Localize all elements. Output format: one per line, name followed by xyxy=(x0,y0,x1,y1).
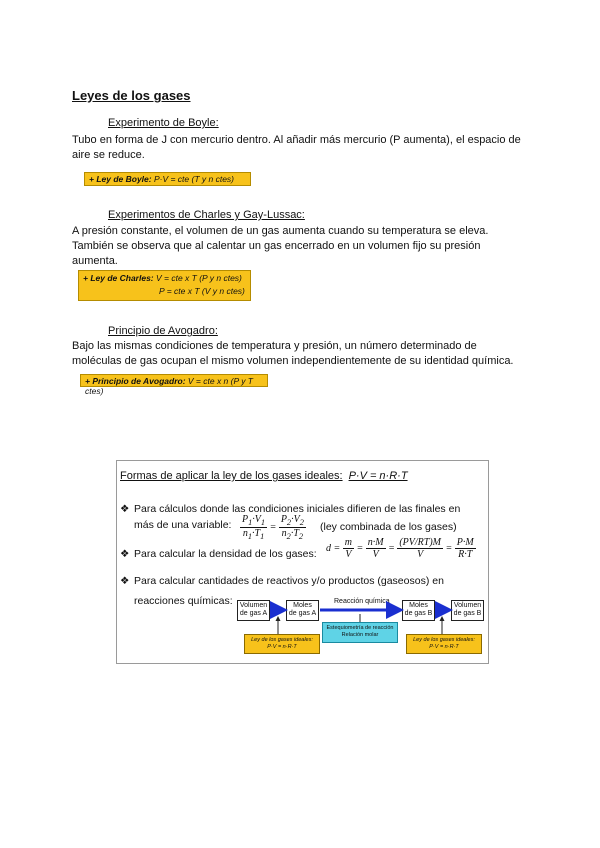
charles-law-box xyxy=(78,270,251,301)
stoichiometry-line-1: Estequiometría de reacción xyxy=(326,625,394,631)
stoichiometry-line-2: Relación molar xyxy=(341,632,379,638)
panel-title-text: Formas de aplicar la ley de los gases ideales: xyxy=(120,470,343,482)
moles-gas-a-line-2: de gas A xyxy=(288,610,317,617)
charles-law-label: + Ley de Charles: xyxy=(83,273,154,283)
combined-gas-formula: $\frac{P_1\cdot V_1}{n_1\cdot T_1}$ = $\frac{P_2\cdot V_2}{n_2\cdot T_2}$ xyxy=(242,514,304,541)
volume-gas-a-line-2: de gas A xyxy=(239,610,268,617)
ideal-gas-law-right-line-2: P·V = n·R·T xyxy=(429,644,459,650)
avogadro-text xyxy=(72,339,532,369)
reaction-label: Reacción química xyxy=(334,598,390,605)
boyle-heading: Experimento de Boyle: xyxy=(108,117,219,129)
moles-gas-a-line-1: Moles xyxy=(293,602,312,609)
bullet-3-line-1: Para calcular cantidades de reactivos y/o productos (gaseosos) en xyxy=(134,575,444,587)
panel-title xyxy=(120,470,408,482)
bullet-3-line-2: reacciones químicas: xyxy=(134,595,233,607)
volume-gas-a-line-1: Volumen xyxy=(239,602,268,609)
charles-line-1: A presión constante, el volumen de un gas aumenta cuando su temperatura se eleva. xyxy=(72,225,489,237)
avogadro-law-box xyxy=(80,374,268,396)
charles-text xyxy=(72,224,532,269)
bullet-2-text: Para calcular la densidad de los gases: xyxy=(134,548,317,560)
bullet-1-note: (ley combinada de los gases) xyxy=(320,521,457,533)
avogadro-heading: Principio de Avogadro: xyxy=(108,325,218,337)
bullet-1-line-1: Para cálculos donde las condiciones iniciales difieren de las finales en xyxy=(134,503,461,515)
charles-law-formula-2: P = cte x T (V y n ctes) xyxy=(159,286,245,296)
avogadro-law-formula: V = cte x n (P y T ctes) xyxy=(85,376,253,396)
volume-gas-b-line-1: Volumen xyxy=(453,602,482,609)
charles-line-3: aumenta. xyxy=(72,255,118,267)
ideal-gas-law-left-line-2: P·V = n·R·T xyxy=(267,644,297,650)
ideal-gas-law-left-line-1: Ley de los gases ideales: xyxy=(251,637,313,643)
avogadro-line-1: Bajo las mismas condiciones de temperatura y presión, un número determinado de xyxy=(72,340,477,352)
moles-gas-b-line-2: de gas B xyxy=(404,610,433,617)
panel-title-formula: P·V = n·R·T xyxy=(348,470,408,482)
bullet-3-icon: ❖ xyxy=(120,575,130,587)
boyle-law-label: + Ley de Boyle: xyxy=(89,174,152,184)
boyle-law-box xyxy=(84,172,251,186)
page-title: Leyes de los gases xyxy=(72,88,191,103)
boyle-law-formula: P·V = cte (T y n ctes) xyxy=(151,174,235,184)
bullet-1-icon: ❖ xyxy=(120,503,130,515)
boyle-text: Tubo en forma de J con mercurio dentro. Al añadir más mercurio (P aumenta), el espacio de aire se reduce. xyxy=(72,134,521,161)
avogadro-law-label: + Principio de Avogadro: xyxy=(85,376,186,386)
moles-gas-b-line-1: Moles xyxy=(409,602,428,609)
bullet-2-icon: ❖ xyxy=(120,548,130,560)
density-formula: d = $\frac{m}{V}$ = $\frac{n\cdot M}{V}$ = $\frac{(PV/RT)M}{V}$ = $\frac{P\cdot M}{R\cdot T}$ xyxy=(326,537,474,560)
bullet-1-line-2: más de una variable: xyxy=(134,519,232,531)
charles-heading: Experimentos de Charles y Gay-Lussac: xyxy=(108,209,305,221)
avogadro-line-2: moléculas de gas ocupan el mismo volumen independientemente de su identidad química. xyxy=(72,355,514,367)
flow-arrows xyxy=(230,595,490,660)
charles-line-2: También se observa que al calentar un gas encerrado en un volumen fijo su presión xyxy=(72,240,481,252)
charles-law-formula-1: V = cte x T (P y n ctes) xyxy=(153,273,242,283)
ideal-gas-law-right-line-1: Ley de los gases ideales: xyxy=(413,637,475,643)
volume-gas-b-line-2: de gas B xyxy=(453,610,482,617)
